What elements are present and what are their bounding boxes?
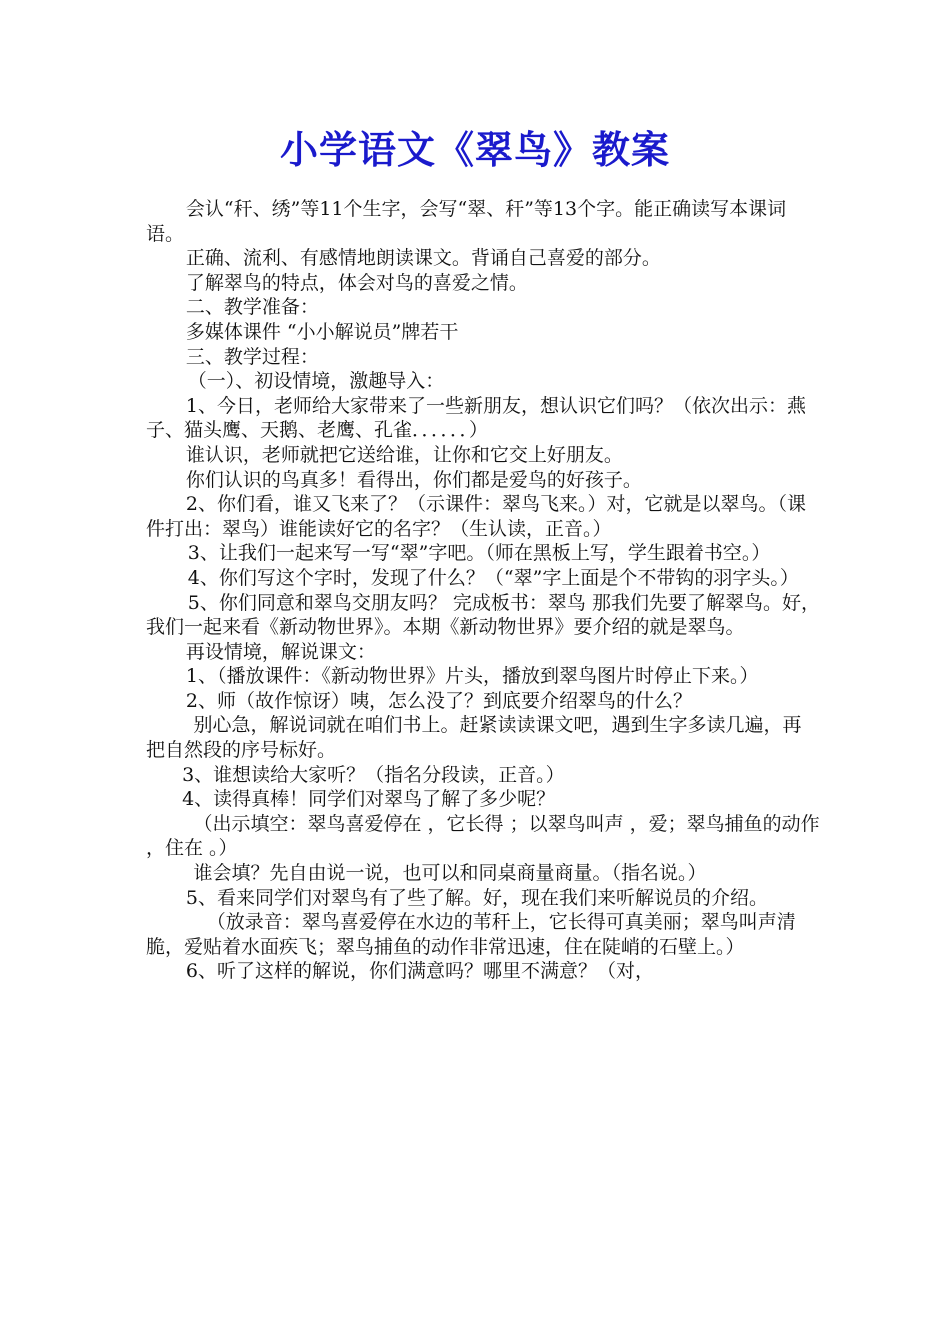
document-body xyxy=(146,197,820,984)
paragraph: 6、听了这样的解说，你们满意吗？哪里不满意？（对， xyxy=(185,960,654,983)
paragraph: 二、教学准备： xyxy=(185,296,319,319)
paragraph: 4、读得真棒！同学们对翠鸟了解了多少呢？ xyxy=(182,788,556,811)
paragraph: 5、看来同学们对翠鸟有了些了解。好，现在我们来听解说员的介绍。 xyxy=(185,886,768,909)
paragraph: 4、你们写这个字时，发现了什么？（“翠”字上面是个不带钩的羽字头。） xyxy=(187,566,799,589)
paragraph: 多媒体课件 “小小解说员”牌若干 xyxy=(185,320,459,343)
paragraph: 别心急，解说词就在咱们书上。赶紧读读课文吧，遇到生字多读几遍，再把自然段的序号标好。 xyxy=(146,714,802,762)
paragraph: （一）、初设情境，激趣导入： xyxy=(187,370,445,393)
paragraph: 1、今日，老师给大家带来了一些新朋友，想认识它们吗？（依次出示：燕子、猫头鹰、天鹅、老鹰、孔雀．．．．．．） xyxy=(146,394,806,442)
paragraph: （出示填空：翠鸟喜爱停在 ，它长得 ；以翠鸟叫声 ，爱；翠鸟捕鱼的动作 ，住在 。） xyxy=(146,812,820,860)
paragraph: 你们认识的鸟真多！看得出，你们都是爱鸟的好孩子。 xyxy=(185,468,642,491)
paragraph: 谁会填？先自由说一说，也可以和同桌商量商量。（指名说。） xyxy=(193,862,707,885)
paragraph: 谁认识，老师就把它送给谁，让你和它交上好朋友。 xyxy=(185,443,623,466)
paragraph: 5、你们同意和翠鸟交朋友吗？ 完成板书：翠鸟 那我们先要了解翠鸟。好，我们一起来看《新动物世界》。本期《新动物世界》要介绍的就是翠鸟。 xyxy=(146,591,820,639)
paragraph: 了解翠鸟的特点，体会对鸟的喜爱之情。 xyxy=(185,271,528,294)
paragraph: 2、师（故作惊讶）咦，怎么没了？到底要介绍翠鸟的什么？ xyxy=(185,689,692,712)
paragraph: 3、谁想读给大家听？（指名分段读，正音。） xyxy=(182,763,565,786)
paragraph: 3、让我们一起来写一写“翠”字吧。（师在黑板上写，学生跟着书空。） xyxy=(187,542,771,565)
paragraph: 三、教学过程： xyxy=(185,345,319,368)
paragraph: 正确、流利、有感情地朗读课文。背诵自己喜爱的部分。 xyxy=(185,247,661,270)
paragraph: 1、（播放课件：《新动物世界》片头，播放到翠鸟图片时停止下来。） xyxy=(185,665,759,688)
paragraph: 会认“秆、绣”等11个生字，会写“翠、秆”等13个字。能正确读写本课词语。 xyxy=(146,198,787,245)
paragraph: 再设情境，解说课文： xyxy=(185,640,376,663)
paragraph: （放录音：翠鸟喜爱停在水边的苇秆上，它长得可真美丽；翠鸟叫声清脆，爱贴着水面疾飞；翠鸟捕鱼的动作非常迅速，住在陡峭的石壁上。） xyxy=(146,911,796,958)
paragraph: 2、你们看，谁又飞来了？（示课件：翠鸟飞来。）对，它就是以翠鸟。（课件打出：翠鸟）谁能读好它的名字？（生认读，正音。） xyxy=(146,493,806,540)
document-title: 小学语文《翠鸟》教案 xyxy=(279,127,670,172)
